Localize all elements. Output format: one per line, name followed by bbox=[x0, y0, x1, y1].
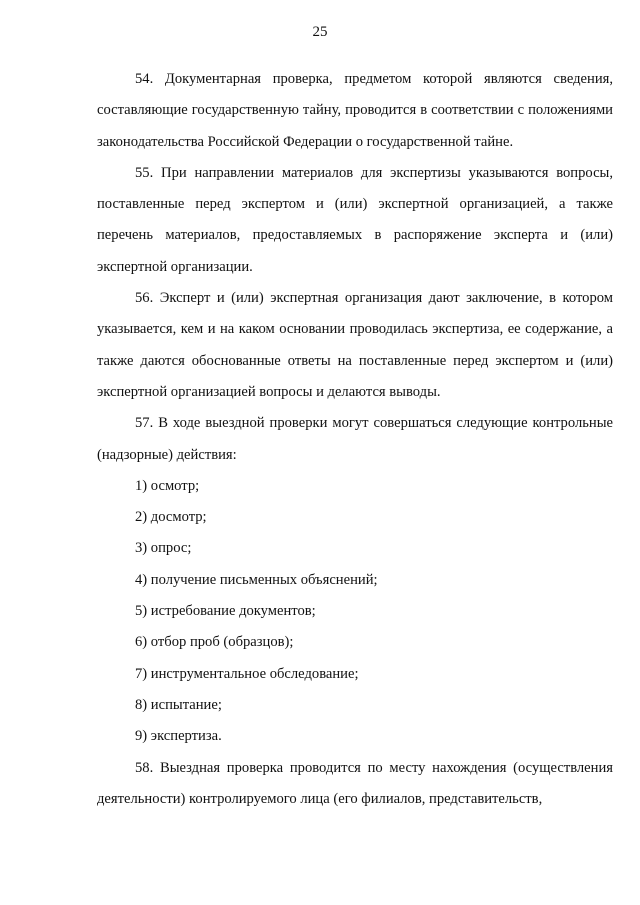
paragraph-57: 57. В ходе выездной проверки могут совершаться следующие контрольные (надзорные) действия: bbox=[97, 415, 613, 463]
list-item: 4) получение письменных объяснений; bbox=[135, 571, 378, 588]
list-item: 2) досмотр; bbox=[135, 509, 207, 526]
list-item: 9) экспертиза. bbox=[135, 728, 222, 745]
page-number: 25 bbox=[312, 24, 328, 40]
paragraph-58: 58. Выездная проверка проводится по месту нахождения (осуществления деятельности) контролируемого лица (его филиалов, представительств, bbox=[97, 759, 613, 807]
list-item: 5) истребование документов; bbox=[135, 603, 316, 620]
list-item: 6) отбор проб (образцов); bbox=[135, 634, 294, 651]
paragraph-56: 56. Эксперт и (или) экспертная организация дают заключение, в котором указывается, кем и на каком основании проводилась экспертиза, ее содержание, а также даются обоснованные ответы на поставленные перед экспертом и (или) экспертной организацией вопросы и делаются выводы. bbox=[97, 290, 613, 400]
list-item: 1) осмотр; bbox=[135, 477, 200, 494]
document-body bbox=[97, 64, 613, 815]
list-item: 8) испытание; bbox=[135, 696, 222, 713]
paragraph-55: 55. При направлении материалов для экспертизы указываются вопросы, поставленные перед экспертом и (или) экспертной организацией, а также перечень материалов, предоставляемых в распоряжение эксперта и (или) экспертной организации. bbox=[97, 164, 613, 275]
list-item: 3) опрос; bbox=[135, 540, 192, 557]
list-item: 7) инструментальное обследование; bbox=[135, 665, 359, 682]
paragraph-54: 54. Документарная проверка, предметом которой являются сведения, составляющие государственную тайну, проводится в соответствии с положениями законодательства Российской Федерации о государственной тайне. bbox=[97, 71, 613, 150]
